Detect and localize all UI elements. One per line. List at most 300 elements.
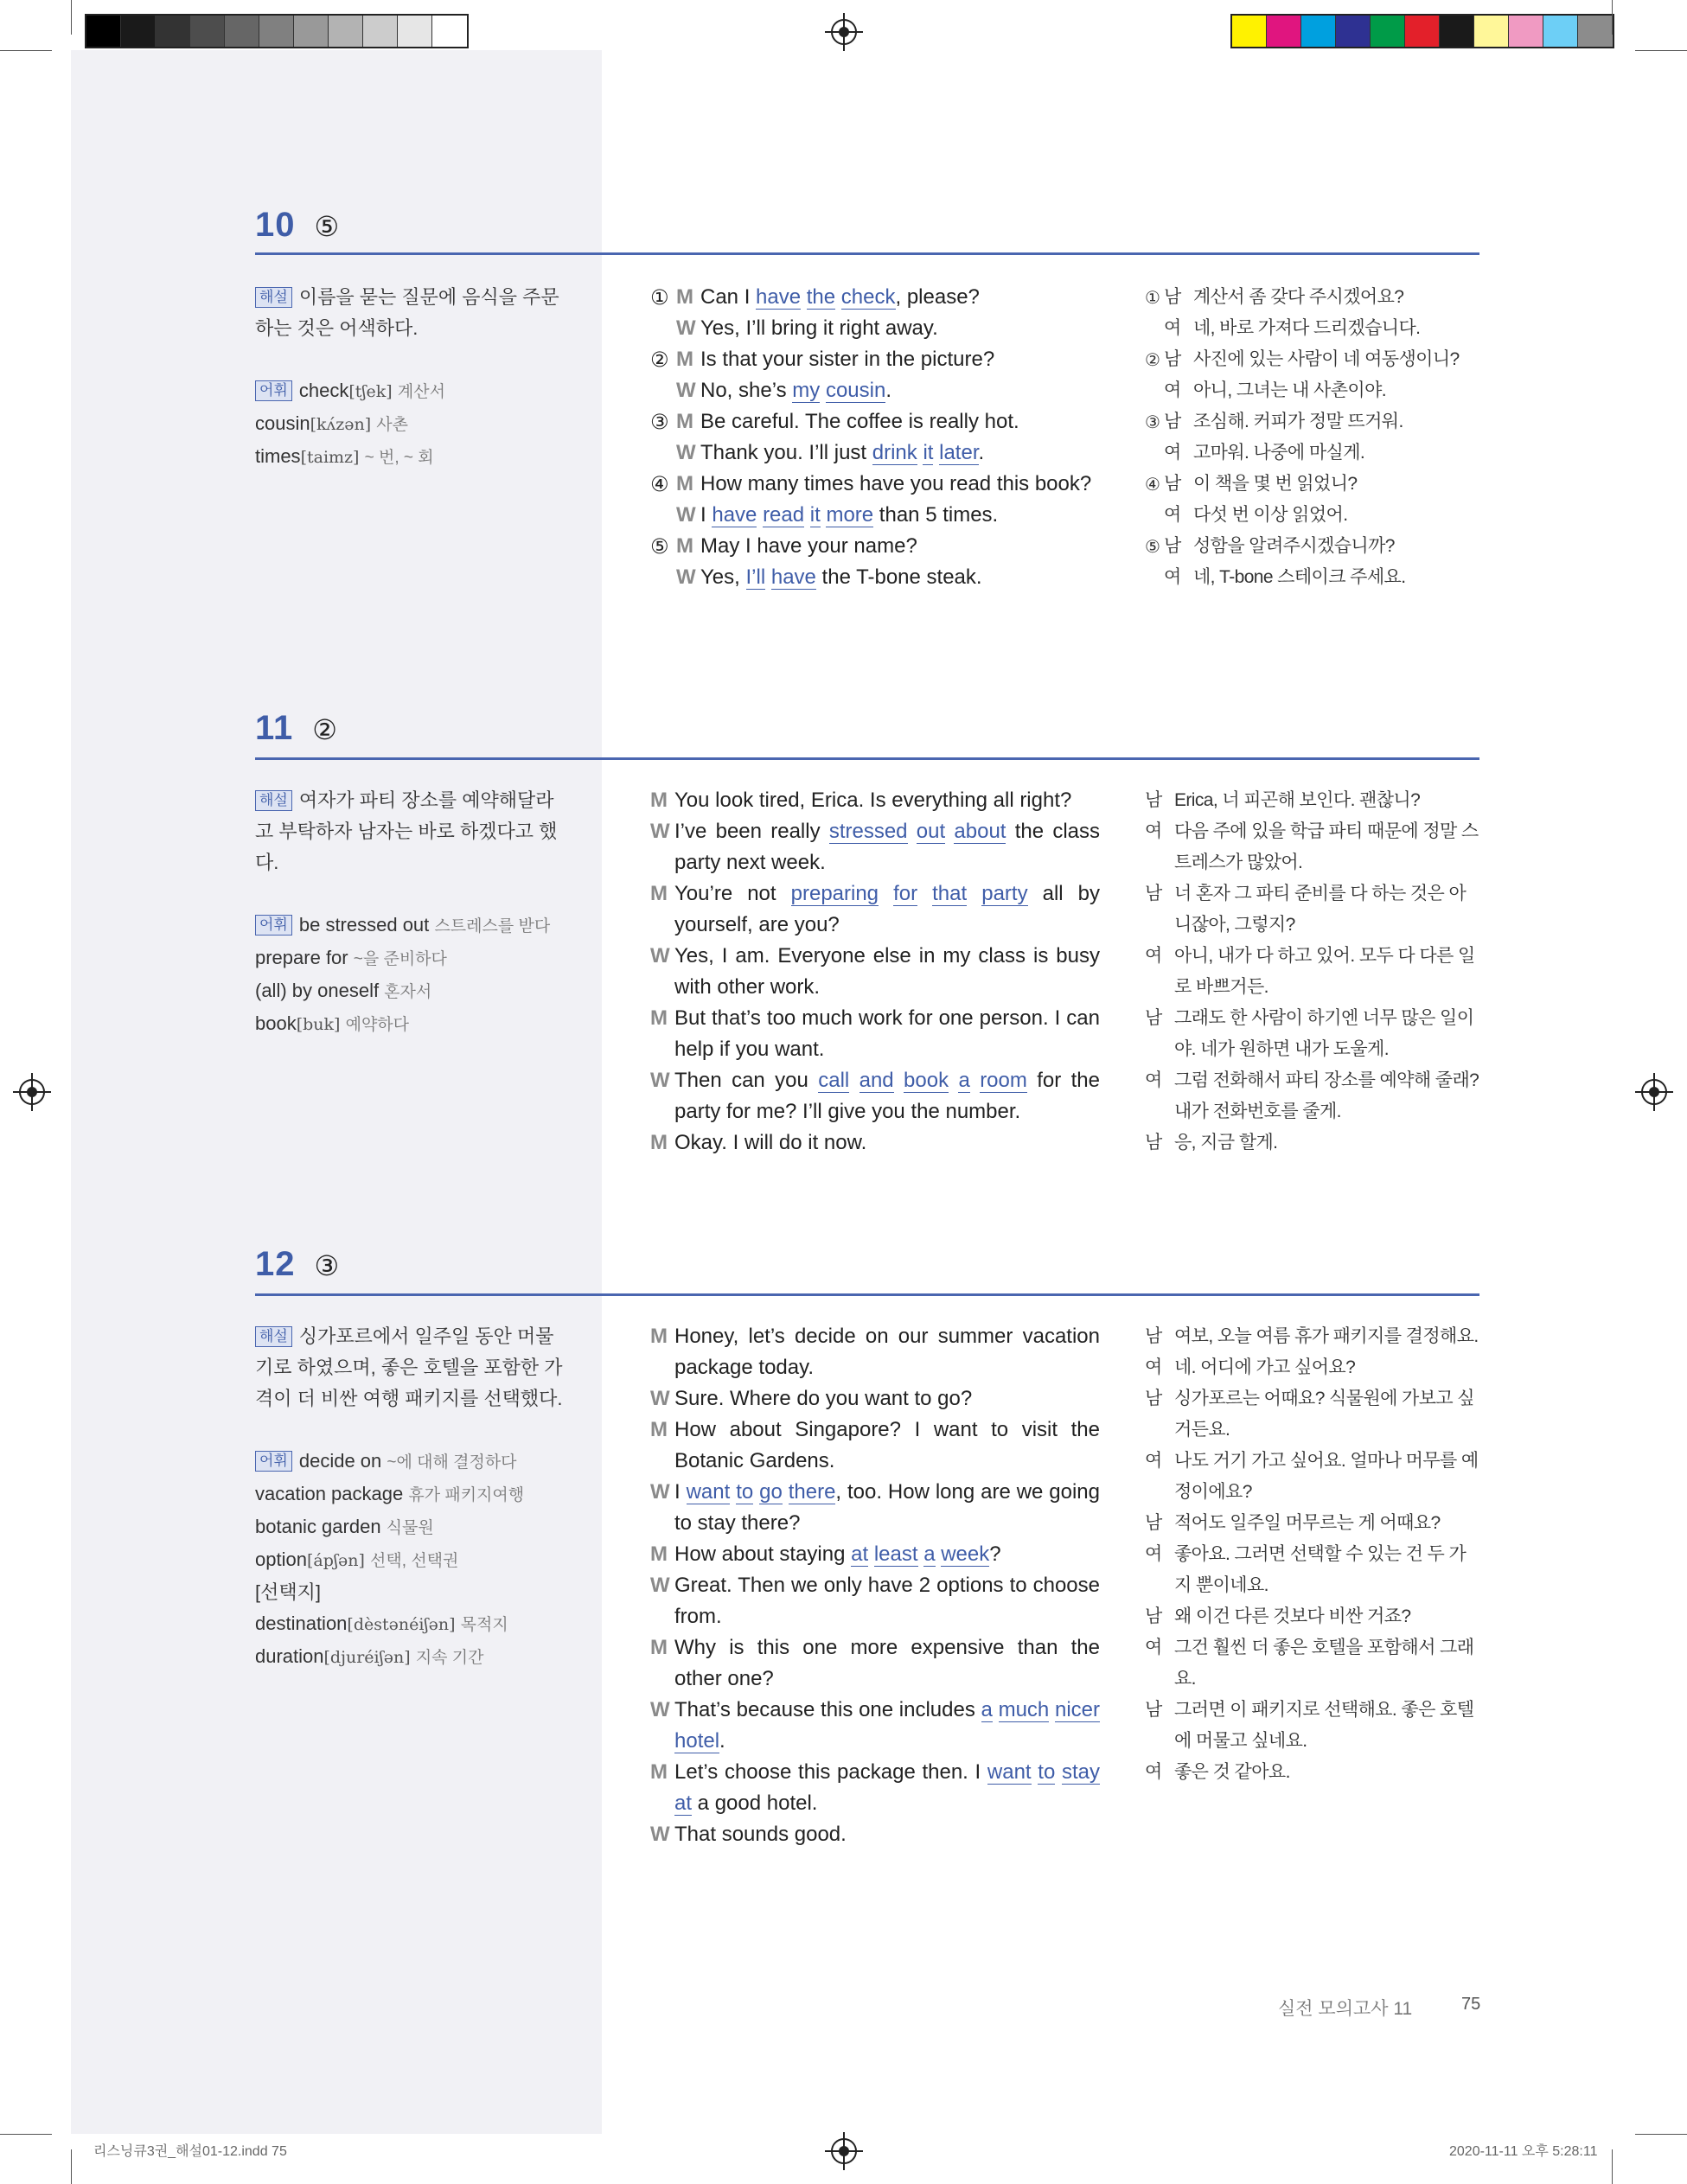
dialog-text <box>674 1414 1100 1477</box>
dialog-fragment: a good hotel. <box>692 1791 818 1815</box>
translation-line <box>1145 1321 1482 1352</box>
translation-line <box>1145 1446 1482 1508</box>
speaker-label: 남 <box>1164 474 1181 494</box>
color-swatch <box>225 16 259 47</box>
vocab-meaning: 혼자서 <box>384 983 432 1001</box>
translation-line <box>1145 375 1482 406</box>
dialog-fragment <box>820 379 826 402</box>
speaker-label: 여 <box>1145 821 1162 841</box>
dialog-fragment: How about staying <box>674 1542 852 1566</box>
dialog-text <box>700 562 1100 593</box>
speaker-label: M <box>650 1006 668 1030</box>
vocab-pronunciation: [tʃek] <box>348 382 393 401</box>
slug-timestamp: 2020-11-11 오후 5:28:11 <box>1449 2144 1598 2159</box>
speaker-label: 여 <box>1164 567 1181 587</box>
dictation-blank: stressed <box>828 820 908 843</box>
dialog-fragment: ? <box>989 1542 1001 1566</box>
dialog-fragment: I <box>674 1480 687 1504</box>
speaker-label: W <box>650 1387 670 1410</box>
dialog-fragment: You look tired, Erica. Is everything all right? <box>674 789 1072 812</box>
speaker-label: 남 <box>1145 1389 1162 1408</box>
speaker-label: M <box>676 534 693 558</box>
color-swatch <box>294 16 329 47</box>
dialog-text <box>674 1383 1100 1414</box>
vocab-entry <box>255 910 566 942</box>
explanation-tag: 해설 <box>255 287 292 308</box>
speaker-label: W <box>650 820 670 843</box>
dialog-text <box>674 1321 1100 1383</box>
translation-line <box>1145 500 1482 531</box>
dictation-blank: and <box>859 1069 894 1092</box>
dialog-fragment <box>970 1069 980 1092</box>
vocab-meaning: 선택, 선택권 <box>370 1552 459 1570</box>
translation-text: 성함을 알려주시겠습니까? <box>1193 536 1395 556</box>
color-swatch <box>156 16 190 47</box>
dialog-fragment <box>765 565 771 589</box>
dialog-fragment <box>801 285 807 309</box>
vocab-meaning: ~을 준비하다 <box>353 950 447 968</box>
dialog-fragment <box>967 882 981 905</box>
dialog-line <box>650 1127 1100 1159</box>
footer-title: 실전 모의고사 11 <box>1278 1999 1413 2019</box>
vocab-tag: 어휘 <box>255 1451 292 1472</box>
dialog-line <box>650 1757 1100 1819</box>
gray-color-bar <box>85 14 469 48</box>
translation-line <box>1145 941 1482 1003</box>
dialog-line <box>650 1065 1100 1127</box>
crop-mark <box>0 2134 52 2135</box>
dialog-fragment: But that’s too much work for one person. I can help if you want. <box>674 1006 1100 1061</box>
translation-script <box>1145 1321 1482 1788</box>
dictation-blank: week <box>941 1542 990 1566</box>
vocab-word: duration <box>255 1645 324 1667</box>
translation-text: 좋아요. 그러면 선택할 수 있는 건 두 가지 뿐이네요. <box>1174 1544 1467 1595</box>
vocab-entry <box>255 1478 566 1511</box>
choice-number <box>1145 375 1164 406</box>
explanation-tag: 해설 <box>255 790 292 811</box>
speaker-label: 여 <box>1145 946 1162 966</box>
speaker-label: M <box>650 1325 668 1348</box>
dialog-fragment: That sounds good. <box>674 1823 847 1846</box>
dialog-fragment <box>849 1069 859 1092</box>
translation-line <box>1145 1003 1482 1065</box>
speaker-label: W <box>650 1823 670 1846</box>
vocab-word: prepare for <box>255 947 348 968</box>
dialog-text <box>700 469 1100 500</box>
dictation-blank: there <box>788 1480 836 1504</box>
dialog-line <box>650 469 1100 500</box>
vocab-word: destination <box>255 1612 348 1634</box>
speaker-label: M <box>650 1131 668 1154</box>
vocab-word: [선택지] <box>255 1581 321 1603</box>
translation-text: 아니, 내가 다 하고 있어. 모두 다 다른 일로 바쁘거든. <box>1174 946 1475 997</box>
section-divider <box>255 1293 1479 1296</box>
translation-line <box>1145 878 1482 941</box>
process-color-bar <box>1230 14 1614 48</box>
vocab-meaning: 스트레스를 받다 <box>434 917 551 936</box>
dialog-line <box>650 878 1100 941</box>
speaker-label: 여 <box>1164 443 1181 463</box>
translation-line <box>1145 344 1482 375</box>
dialog-fragment <box>804 503 810 527</box>
registration-mark-icon <box>19 1079 45 1105</box>
crop-mark <box>1635 50 1687 51</box>
dialog-fragment: I <box>700 503 713 527</box>
dialog-fragment <box>949 1069 958 1092</box>
translation-text: 사진에 있는 사람이 네 여동생이니? <box>1193 349 1460 369</box>
translation-line <box>1145 1352 1482 1383</box>
dialog-text <box>674 1695 1100 1757</box>
dictation-blank: hotel <box>674 1729 720 1753</box>
speaker-label: M <box>676 472 693 495</box>
speaker-label: W <box>650 944 670 967</box>
dialog-fragment: How about Singapore? I want to visit the Botanic Gardens. <box>674 1418 1100 1472</box>
translation-text: 너 혼자 그 파티 준비를 다 하는 것은 아니잖아, 그렇지? <box>1174 884 1467 935</box>
dialog-text <box>700 282 1100 313</box>
translation-line <box>1145 1508 1482 1539</box>
translation-line <box>1145 531 1482 562</box>
vocab-list <box>255 910 566 1041</box>
vocab-entry <box>255 1511 566 1544</box>
dialog-line <box>650 437 1100 469</box>
dialog-text <box>674 1570 1100 1632</box>
dialog-fragment: Yes, I am. Everyone else in my class is busy with other work. <box>674 944 1100 999</box>
translation-text: 여보, 오늘 여름 휴가 패키지를 결정해요. <box>1174 1326 1479 1346</box>
crop-mark <box>0 50 52 51</box>
dialog-line <box>650 282 1100 313</box>
vocab-meaning: ~ 번, ~ 회 <box>364 449 434 467</box>
dialog-script <box>650 282 1100 593</box>
dialog-fragment: the class party next week. <box>674 820 1100 874</box>
dictation-blank: want <box>686 1480 731 1504</box>
dialog-fragment: Great. Then we only have 2 options to choose from. <box>674 1574 1100 1628</box>
dictation-blank: nicer <box>1054 1698 1100 1721</box>
dictation-blank: drink <box>872 441 917 464</box>
dictation-blank: party <box>981 882 1028 905</box>
dialog-text <box>700 437 1100 469</box>
choice-number <box>650 562 676 593</box>
translation-line <box>1145 1127 1482 1159</box>
dictation-blank: call <box>818 1069 850 1092</box>
translation-text: 고마워. 나중에 마실게. <box>1193 443 1365 463</box>
speaker-label: W <box>676 503 696 527</box>
dialog-line <box>650 1414 1100 1477</box>
dictation-blank: it <box>923 441 934 464</box>
dialog-fragment: May I have your name? <box>700 534 917 558</box>
speaker-label: 남 <box>1145 790 1162 810</box>
dialog-fragment <box>1055 1760 1062 1784</box>
dialog-text <box>674 785 1100 816</box>
translation-script <box>1145 785 1482 1159</box>
dialog-fragment <box>879 882 893 905</box>
speaker-label: 남 <box>1164 412 1181 431</box>
vocab-meaning: 계산서 <box>397 383 445 401</box>
dictation-blank: go <box>759 1480 783 1504</box>
explanation-tag: 해설 <box>255 1326 292 1347</box>
dialog-fragment <box>783 1480 789 1504</box>
translation-line <box>1145 313 1482 344</box>
speaker-label: 여 <box>1145 1451 1162 1471</box>
speaker-label: 여 <box>1164 318 1181 338</box>
dialog-fragment: Can I <box>700 285 757 309</box>
vocab-word: option <box>255 1549 307 1570</box>
slug-filename: 리스닝큐3권_해설01-12.indd 75 <box>93 2144 287 2159</box>
dialog-line <box>650 500 1100 531</box>
speaker-label: 여 <box>1164 380 1181 400</box>
dictation-blank: much <box>998 1698 1050 1721</box>
color-swatch <box>1405 16 1440 47</box>
vocab-meaning: 지속 기간 <box>415 1649 484 1667</box>
dialog-text <box>674 1819 1100 1850</box>
dialog-fragment <box>894 1069 904 1092</box>
translation-line <box>1145 469 1482 500</box>
vocab-word: book <box>255 1012 297 1034</box>
choice-number <box>1145 562 1164 593</box>
speaker-label: W <box>650 1069 670 1092</box>
translation-text: 네, T-bone 스테이크 주세요. <box>1193 567 1406 587</box>
dialog-text <box>674 1065 1100 1127</box>
translation-text: 적어도 일주일 머무르는 게 어때요? <box>1174 1513 1441 1533</box>
dictation-blank: have <box>756 285 802 309</box>
speaker-label: M <box>650 1760 668 1784</box>
translation-text: 다음 주에 있을 학급 파티 때문에 정말 스트레스가 많았어. <box>1174 821 1479 872</box>
vocab-entry <box>255 1008 566 1041</box>
color-swatch <box>121 16 156 47</box>
color-swatch <box>86 16 121 47</box>
dictation-blank: to <box>1038 1760 1056 1784</box>
translation-line <box>1145 785 1482 816</box>
choice-number: ③ <box>650 410 669 434</box>
vocab-pronunciation: [dèstənéiʃən] <box>347 1615 456 1634</box>
speaker-label: W <box>650 1574 670 1597</box>
dialog-fragment: all by yourself, are you? <box>674 882 1101 936</box>
dialog-line <box>650 1570 1100 1632</box>
dialog-fragment: . <box>719 1729 725 1753</box>
dialog-fragment: Honey, let’s decide on our summer vacation package today. <box>674 1325 1100 1379</box>
translation-line <box>1145 282 1482 313</box>
vocab-list <box>255 1446 566 1674</box>
dialog-line <box>650 531 1100 562</box>
dialog-fragment: Is that your sister in the picture? <box>700 348 995 371</box>
dialog-line <box>650 1695 1100 1757</box>
dictation-blank: a <box>981 1698 993 1721</box>
explanation-panel <box>255 785 566 1041</box>
color-swatch <box>1371 16 1405 47</box>
explanation-text: 해설 싱가포르에서 일주일 동안 머물기로 하였으며, 좋은 호텔을 포함한 가격이 더 비싼 여행 패키지를 선택했다. <box>255 1325 563 1409</box>
vocab-entry <box>255 375 566 408</box>
speaker-label: 여 <box>1145 1357 1162 1377</box>
speaker-label: W <box>676 379 696 402</box>
translation-line <box>1145 1695 1482 1757</box>
translation-text: 좋은 것 같아요. <box>1174 1762 1290 1782</box>
translation-line <box>1145 1539 1482 1601</box>
speaker-label: 여 <box>1164 505 1181 525</box>
dictation-blank: my <box>792 379 821 402</box>
dialog-line <box>650 1539 1100 1570</box>
dialog-text <box>700 406 1100 437</box>
translation-line <box>1145 1383 1482 1446</box>
translation-text: 네, 바로 가져다 드리겠습니다. <box>1193 318 1421 338</box>
dictation-blank: a <box>923 1542 936 1566</box>
dialog-fragment: than 5 times. <box>873 503 999 527</box>
speaker-label: 여 <box>1145 1762 1162 1782</box>
choice-number <box>650 437 676 469</box>
speaker-label: 여 <box>1145 1070 1162 1090</box>
registration-mark-icon <box>831 2138 857 2164</box>
choice-number <box>650 375 676 406</box>
dialog-line <box>650 406 1100 437</box>
registration-mark-icon <box>831 19 857 45</box>
crop-mark <box>71 2149 72 2184</box>
speaker-label: M <box>650 789 668 812</box>
vocab-entry <box>255 408 566 441</box>
dialog-text <box>674 1632 1100 1695</box>
dictation-blank: at <box>674 1791 693 1815</box>
translation-line <box>1145 1757 1482 1788</box>
vocab-pronunciation: [taimz] <box>300 448 360 467</box>
dialog-text <box>700 500 1100 531</box>
vocab-meaning: 휴가 패키지여행 <box>408 1486 525 1504</box>
color-swatch <box>1578 16 1613 47</box>
dictation-blank: room <box>980 1069 1027 1092</box>
translation-text: 왜 이건 다른 것보다 비싼 거죠? <box>1174 1606 1411 1626</box>
vocab-meaning: 식물원 <box>386 1519 434 1537</box>
dialog-fragment: Okay. I will do it now. <box>674 1131 867 1154</box>
dialog-line <box>650 344 1100 375</box>
dictation-blank: that <box>932 882 968 905</box>
dialog-text <box>700 531 1100 562</box>
dialog-fragment: . <box>885 379 891 402</box>
vocab-word: be stressed out <box>298 914 430 936</box>
answer-mark: ② <box>312 713 337 746</box>
dictation-blank: check <box>840 285 896 309</box>
vocab-word: (all) by oneself <box>255 980 380 1001</box>
dictation-blank: at <box>851 1542 869 1566</box>
dialog-line <box>650 313 1100 344</box>
speaker-label: W <box>650 1480 670 1504</box>
translation-text: 응, 지금 할게. <box>1174 1133 1278 1153</box>
vocab-meaning: 사촌 <box>376 416 409 434</box>
translation-text: 싱가포르는 어때요? 식물원에 가보고 싶거든요. <box>1174 1389 1474 1440</box>
dictation-blank: out <box>916 820 946 843</box>
dialog-line <box>650 1632 1100 1695</box>
translation-text: 그럼 전화해서 파티 장소를 예약해 줄래? 내가 전화번호를 줄게. <box>1174 1070 1479 1121</box>
translation-line <box>1145 1065 1482 1127</box>
dialog-fragment: Why is this one more expensive than the other one? <box>674 1636 1100 1690</box>
dictation-blank: cousin <box>825 379 886 402</box>
crop-mark <box>1612 0 1613 35</box>
vocab-list <box>255 375 566 474</box>
dictation-blank: I’ll <box>745 565 766 589</box>
vocab-entry <box>255 1544 566 1577</box>
dialog-text <box>674 1003 1100 1065</box>
dialog-fragment: Let’s choose this package then. I <box>674 1760 987 1784</box>
color-swatch <box>1509 16 1543 47</box>
color-swatch <box>1267 16 1301 47</box>
explanation-panel <box>255 1321 566 1674</box>
vocab-word: decide on <box>298 1450 382 1472</box>
dialog-line <box>650 562 1100 593</box>
dictation-blank: want <box>987 1760 1032 1784</box>
color-swatch <box>190 16 225 47</box>
speaker-label: 남 <box>1145 1700 1162 1720</box>
speaker-label: W <box>676 441 696 464</box>
choice-number: ② <box>1145 349 1160 370</box>
vocab-entry <box>255 1446 566 1478</box>
translation-text: Erica, 너 피곤해 보인다. 괜찮니? <box>1174 790 1421 810</box>
dialog-fragment: Then can you <box>674 1069 819 1092</box>
translation-text: 다섯 번 이상 읽었어. <box>1193 505 1348 525</box>
dialog-fragment: , please? <box>895 285 980 309</box>
dialog-line <box>650 1477 1100 1539</box>
explanation-text: 해설 이름을 묻는 질문에 음식을 주문하는 것은 어색하다. <box>255 286 559 339</box>
dialog-text <box>674 1477 1100 1539</box>
speaker-label: 여 <box>1145 1638 1162 1657</box>
vocab-entry <box>255 1641 566 1674</box>
crop-mark <box>1635 2134 1687 2135</box>
dialog-line <box>650 785 1100 816</box>
color-swatch <box>432 16 467 47</box>
dialog-fragment: , too. How long are we going to stay there? <box>674 1480 1101 1535</box>
speaker-label: M <box>650 882 668 905</box>
speaker-label: M <box>676 348 693 371</box>
translation-text: 그러면 이 패키지로 선택해요. 좋은 호텔에 머물고 싶네요. <box>1174 1700 1474 1751</box>
dialog-fragment <box>835 285 841 309</box>
choice-number: ⑤ <box>1145 536 1160 557</box>
speaker-label: 남 <box>1164 287 1181 307</box>
dictation-blank: for <box>893 882 918 905</box>
dialog-fragment: for the party for me? I’ll give you the number. <box>674 1069 1100 1123</box>
vocab-tag: 어휘 <box>255 915 292 936</box>
dialog-fragment: . <box>978 441 985 464</box>
dictation-blank: book <box>904 1069 949 1092</box>
dialog-fragment: Thank you. I’ll just <box>700 441 872 464</box>
explanation-panel <box>255 282 566 474</box>
translation-text: 아니, 그녀는 내 사촌이야. <box>1193 380 1387 400</box>
answer-mark: ⑤ <box>314 210 340 243</box>
translation-line <box>1145 1601 1482 1632</box>
vocab-pronunciation: [ápʃən] <box>306 1551 365 1570</box>
color-swatch <box>1474 16 1509 47</box>
vocab-entry <box>255 1608 566 1641</box>
translation-text: 이 책을 몇 번 읽었니? <box>1193 474 1358 494</box>
choice-number: ④ <box>650 472 669 496</box>
speaker-label: 남 <box>1145 1008 1162 1028</box>
dialog-line <box>650 1819 1100 1850</box>
dialog-text <box>700 375 1100 406</box>
dictation-blank: read <box>763 503 805 527</box>
choice-number <box>1145 437 1164 469</box>
vocab-word: botanic garden <box>255 1516 381 1537</box>
speaker-label: W <box>676 316 696 340</box>
choice-number <box>1145 500 1164 531</box>
dictation-blank: the <box>806 285 836 309</box>
speaker-label: W <box>676 565 696 589</box>
section-heading <box>255 1245 339 1284</box>
dialog-line <box>650 941 1100 1003</box>
vocab-word: cousin <box>255 412 310 434</box>
vocab-word: vacation package <box>255 1483 404 1504</box>
speaker-label: 남 <box>1145 1133 1162 1153</box>
dialog-script <box>650 1321 1100 1850</box>
vocab-meaning: ~에 대해 결정하다 <box>387 1453 517 1472</box>
dialog-text <box>700 344 1100 375</box>
question-number: 11 <box>255 709 294 747</box>
dialog-fragment: Yes, <box>700 565 746 589</box>
speaker-label: M <box>650 1636 668 1659</box>
section-heading <box>255 709 337 748</box>
dialog-fragment: That’s because this one includes <box>674 1698 981 1721</box>
